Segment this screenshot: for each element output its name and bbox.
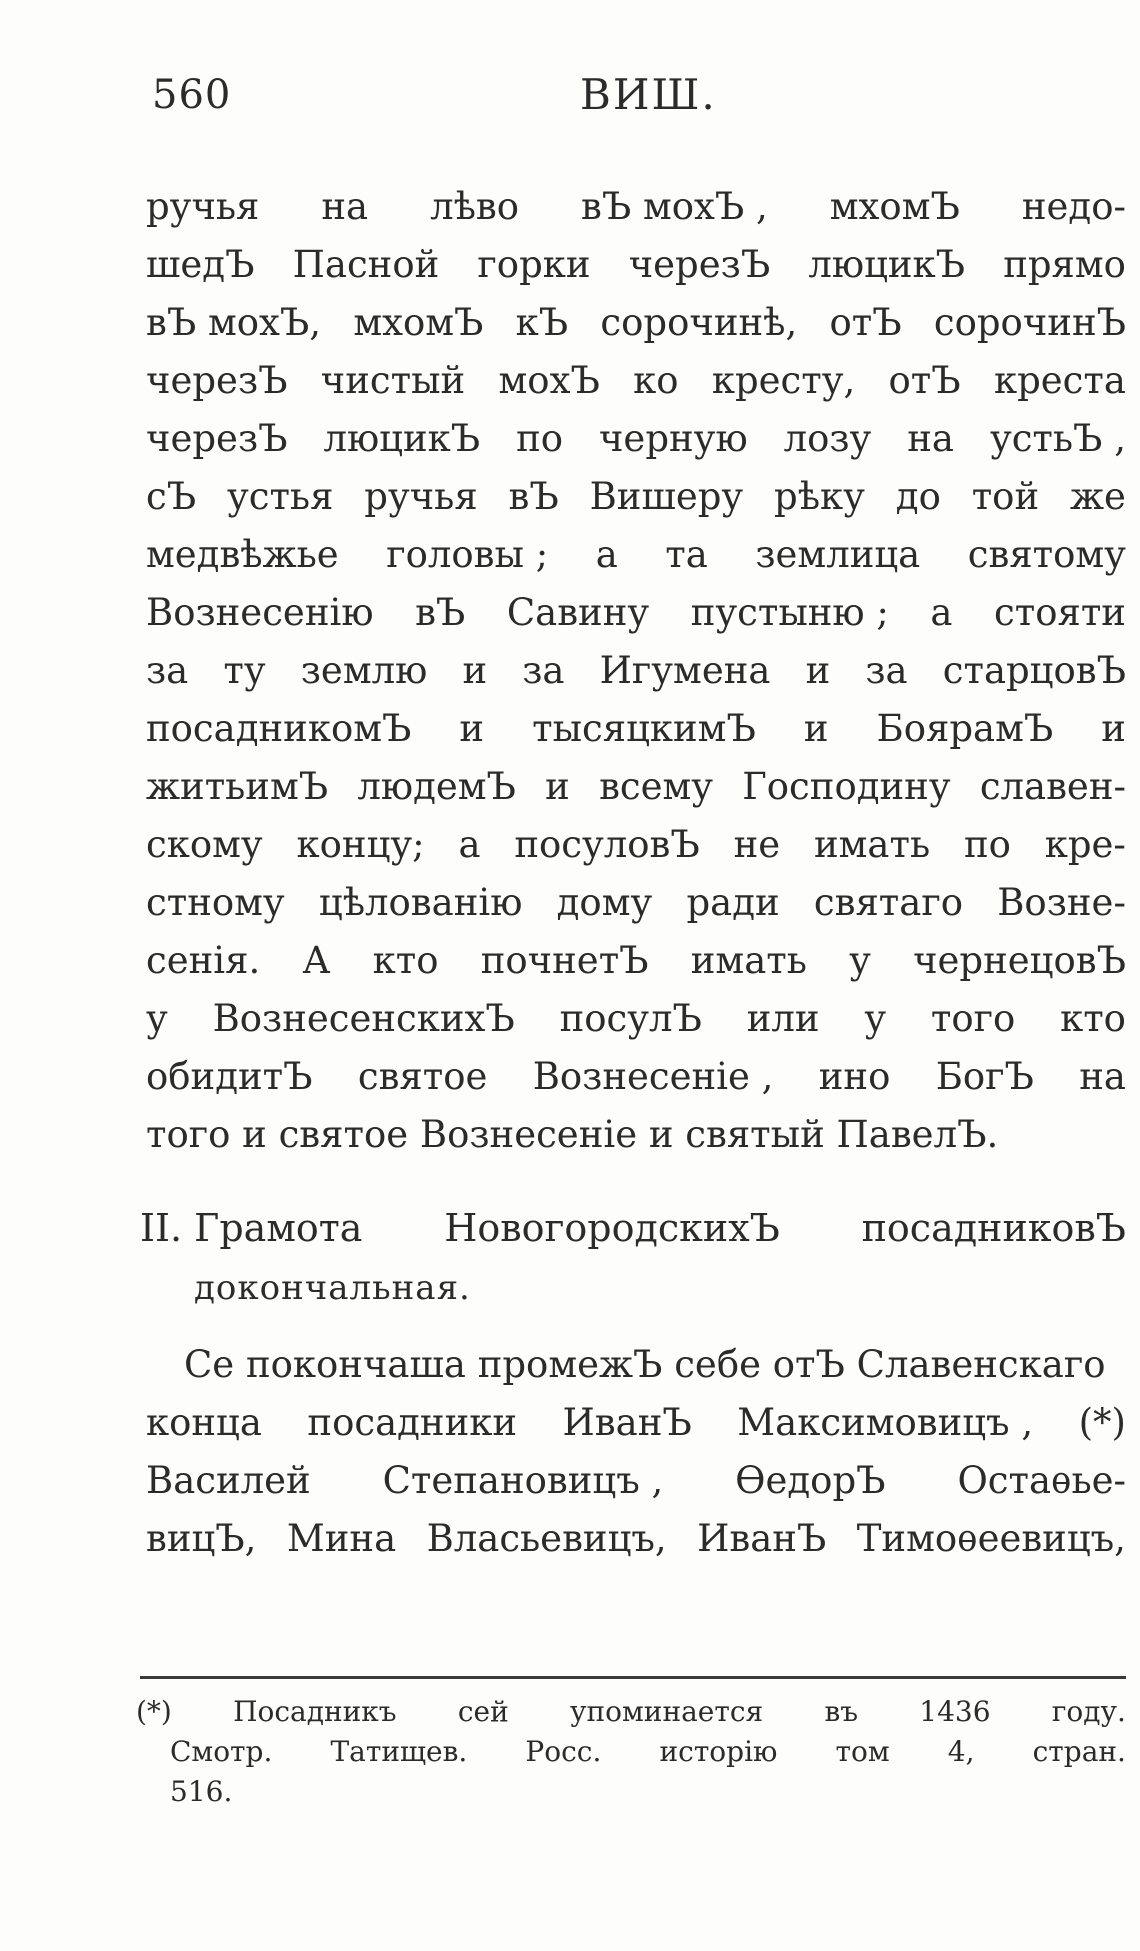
text-line: черезЪ чистый мохЪ ко кресту, отЪ креста <box>146 359 1126 402</box>
heading-line: II. Грамота НовогородскихЪ посадниковЪ <box>140 1206 1126 1250</box>
text-line: стному цѣлованію дому ради святаго Возне- <box>146 881 1126 924</box>
heading-line: докончальная. <box>194 1268 471 1308</box>
body-paragraph <box>146 178 1126 1164</box>
text-line: Василей Степановицъ , ѲедорЪ Остаѳье- <box>146 1459 1126 1502</box>
text-line: черезЪ люцикЪ по черную лозу на устьЪ , <box>146 417 1126 460</box>
section-heading <box>140 1198 1126 1318</box>
footnote-marker: (*) <box>1078 1401 1126 1444</box>
footnote-line: 516. <box>170 1775 233 1808</box>
text-line: конца посадники ИванЪ Максимовицъ , (*) <box>146 1394 1126 1452</box>
text-line: Се покончаша промежЪ себе отЪ Славенскаго <box>184 1343 1106 1386</box>
text-line: обидитЪ святое Вознесеніе , ино БогЪ на <box>146 1055 1126 1098</box>
text-line: скому концу; а посуловЪ не имать по кре- <box>146 823 1126 866</box>
text-line: вЪ мохЪ, мхомЪ кЪ сорочинѣ, отЪ сорочинЪ <box>146 301 1126 344</box>
footnote-line: Смотр. Татищев. Росс. исторію том 4, стран. <box>170 1735 1126 1768</box>
page-number: 560 <box>152 72 232 118</box>
text-line: медвѣжье головы ; а та землица святому <box>146 533 1126 576</box>
charter-paragraph <box>146 1336 1126 1568</box>
text-line: сЪ устья ручья вЪ Вишеру рѣку до той же <box>146 475 1126 518</box>
text-line: вицЪ, Мина Власьевицъ, ИванЪ Тимоѳеевицъ, <box>146 1517 1126 1560</box>
footnote-divider <box>140 1676 1126 1679</box>
text-line: шедЪ Пасной горки черезЪ люцикЪ прямо <box>146 243 1126 286</box>
text-line: у ВознесенскихЪ посулЪ или у того кто <box>146 997 1126 1040</box>
text-line: ручья на лѣво вЪ мохЪ , мхомЪ недо- <box>146 185 1126 228</box>
text-line: за ту землю и за Игумена и за старцовЪ <box>146 649 1126 692</box>
text-line: сенія. А кто почнетЪ имать у чернецовЪ <box>146 939 1126 982</box>
text-line: того и святое Вознесеніе и святый ПавелЪ. <box>146 1113 999 1156</box>
footnote-line: (*) Посадникъ сей упоминается въ 1436 году. <box>136 1695 1126 1728</box>
text-line: Вознесенію вЪ Савину пустыню ; а стояти <box>146 591 1126 634</box>
footnote <box>136 1692 1126 1812</box>
text-line: посадникомЪ и тысяцкимЪ и БоярамЪ и <box>146 707 1126 750</box>
running-head: ВИШ. <box>580 70 717 119</box>
text-line: житьимЪ людемЪ и всему Господину славен- <box>146 765 1126 808</box>
